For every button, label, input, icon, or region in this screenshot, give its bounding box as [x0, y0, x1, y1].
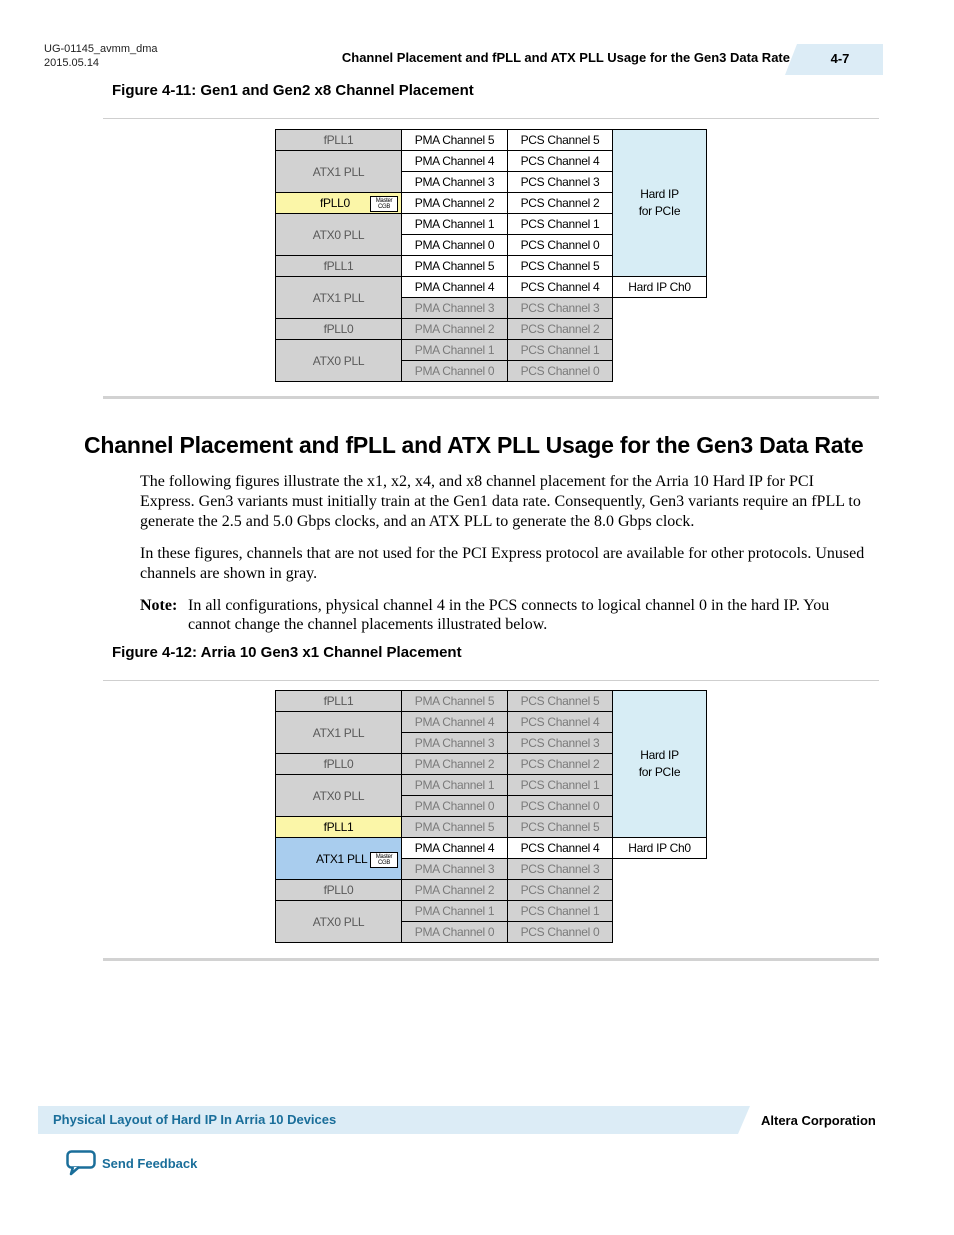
pcs-channel-cell: PCS Channel 3 [507, 297, 613, 319]
figure-top-rule [103, 118, 879, 119]
master-cgb-box [370, 196, 398, 212]
pll-label: fPLL0 [320, 196, 350, 210]
pcs-channel-cell: PCS Channel 4 [507, 276, 613, 298]
pll-cell [275, 900, 402, 943]
pcs-channel-cell: PCS Channel 2 [507, 192, 613, 214]
figure-bottom-rule [103, 958, 879, 961]
master-cgb-label: Master [375, 198, 393, 204]
pll-label: ATX1 PLL [312, 290, 365, 305]
pll-cell [275, 339, 402, 382]
pcs-channel-cell: PCS Channel 3 [507, 732, 613, 754]
pll-cell [275, 753, 402, 775]
pma-channel-cell: PMA Channel 4 [401, 150, 508, 172]
pma-channel-cell: PMA Channel 5 [401, 129, 508, 151]
pll-cell [275, 192, 402, 214]
pcs-channel-cell: PCS Channel 4 [507, 150, 613, 172]
hard-ip-label: for PCIe [638, 204, 681, 218]
pma-channel-cell: PMA Channel 2 [401, 318, 508, 340]
pcs-channel-cell: PCS Channel 3 [507, 171, 613, 193]
pma-channel-cell: PMA Channel 1 [401, 339, 508, 361]
pll-label: fPLL1 [323, 133, 354, 147]
pll-cell [275, 879, 402, 901]
pcs-channel-cell: PCS Channel 5 [507, 690, 613, 712]
pll-cell [275, 690, 402, 712]
hard-ip-ch0-cell: Hard IP Ch0 [612, 837, 707, 859]
document-id [44, 42, 158, 70]
pcs-channel-cell: PCS Channel 2 [507, 879, 613, 901]
figure-4-12-diagram [275, 690, 715, 946]
master-cgb-label: CGB [377, 204, 391, 210]
pma-channel-cell: PMA Channel 3 [401, 171, 508, 193]
pll-label: ATX1 PLL [312, 725, 365, 740]
hard-ip-label: for PCIe [638, 765, 681, 779]
pma-channel-cell: PMA Channel 5 [401, 816, 508, 838]
pll-cell [275, 774, 402, 817]
footer-band [38, 1106, 738, 1134]
master-cgb-box [370, 852, 398, 868]
pma-channel-cell: PMA Channel 3 [401, 732, 508, 754]
pll-cell [275, 150, 402, 193]
pcs-channel-cell: PCS Channel 4 [507, 711, 613, 733]
pll-label: ATX1 PLL [316, 851, 368, 866]
pma-channel-cell: PMA Channel 3 [401, 297, 508, 319]
pma-channel-cell: PMA Channel 4 [401, 711, 508, 733]
send-feedback-link[interactable] [66, 1150, 197, 1176]
unused-channels-paragraph: In these figures, channels that are not used for the PCI Express protocol are available for other protocols. Unused channels are shown in gray. [140, 545, 865, 582]
hard-ip-label: Hard IP [640, 748, 679, 762]
pcs-channel-cell: PCS Channel 2 [507, 318, 613, 340]
pma-channel-cell: PMA Channel 5 [401, 255, 508, 277]
hard-ip-label: Hard IP [640, 187, 679, 201]
pcs-channel-cell: PCS Channel 5 [507, 129, 613, 151]
pll-label: fPLL0 [323, 322, 354, 336]
pma-channel-cell: PMA Channel 3 [401, 858, 508, 880]
pll-cell [275, 318, 402, 340]
pll-label: fPLL0 [323, 757, 354, 771]
pll-label: fPLL1 [323, 694, 354, 708]
pcs-channel-cell: PCS Channel 5 [507, 816, 613, 838]
pma-channel-cell: PMA Channel 0 [401, 795, 508, 817]
pll-cell [275, 276, 402, 319]
pma-channel-cell: PMA Channel 1 [401, 213, 508, 235]
pma-channel-cell: PMA Channel 4 [401, 276, 508, 298]
pma-channel-cell: PMA Channel 2 [401, 879, 508, 901]
pma-channel-cell: PMA Channel 4 [401, 837, 508, 859]
pma-channel-cell: PMA Channel 2 [401, 192, 508, 214]
pcs-channel-cell: PCS Channel 0 [507, 795, 613, 817]
pcs-channel-cell: PCS Channel 0 [507, 360, 613, 382]
master-cgb-label: Master [375, 854, 393, 860]
pll-cell [275, 816, 402, 838]
pcs-channel-cell: PCS Channel 4 [507, 837, 613, 859]
hard-ip-block [612, 690, 707, 838]
pcs-channel-cell: PCS Channel 1 [507, 900, 613, 922]
pll-cell [275, 255, 402, 277]
pll-cell [275, 129, 402, 151]
pll-cell [275, 837, 402, 880]
pcs-channel-cell: PCS Channel 1 [507, 213, 613, 235]
pll-cell [275, 711, 402, 754]
pcs-channel-cell: PCS Channel 5 [507, 255, 613, 277]
hard-ip-block [612, 129, 707, 277]
page-number-tab [797, 44, 883, 75]
pll-label: fPLL0 [323, 883, 354, 897]
figure-4-11-diagram [275, 129, 715, 385]
pcs-channel-cell: PCS Channel 2 [507, 753, 613, 775]
pll-label: ATX0 PLL [312, 227, 365, 242]
doc-date: 2015.05.14 [44, 57, 100, 69]
chapter-link[interactable]: Physical Layout of Hard IP In Arria 10 Devices [53, 1112, 337, 1127]
pll-label: ATX0 PLL [312, 788, 365, 803]
pcs-channel-cell: PCS Channel 0 [507, 234, 613, 256]
pma-channel-cell: PMA Channel 1 [401, 900, 508, 922]
send-feedback-label: Send Feedback [102, 1155, 198, 1171]
note-label: Note: [140, 597, 178, 614]
company-name: Altera Corporation [761, 1113, 876, 1128]
pma-channel-cell: PMA Channel 5 [401, 690, 508, 712]
figure-top-rule [103, 680, 879, 681]
figure-4-11-caption: Figure 4-11: Gen1 and Gen2 x8 Channel Placement [112, 82, 474, 99]
running-title: Channel Placement and fPLL and ATX PLL Usage for the Gen3 Data Rate [341, 50, 790, 65]
pma-channel-cell: PMA Channel 1 [401, 774, 508, 796]
figure-4-12-caption: Figure 4-12: Arria 10 Gen3 x1 Channel Placement [112, 644, 462, 661]
pcs-channel-cell: PCS Channel 1 [507, 774, 613, 796]
figure-bottom-rule [103, 396, 879, 399]
pll-label: fPLL1 [323, 820, 354, 834]
master-cgb-label: CGB [377, 860, 391, 866]
page-number: 4-7 [830, 51, 850, 66]
pll-label: ATX0 PLL [312, 353, 365, 368]
section-heading: Channel Placement and fPLL and ATX PLL Usage for the Gen3 Data Rate [84, 432, 864, 458]
pcs-channel-cell: PCS Channel 3 [507, 858, 613, 880]
pcs-channel-cell: PCS Channel 0 [507, 921, 613, 943]
pma-channel-cell: PMA Channel 0 [401, 360, 508, 382]
intro-paragraph: The following figures illustrate the x1, x2, x4, and x8 channel placement for the Arria 10 Hard IP for PCI Express. Gen3 variants must initially train at the Gen1 data rate. Consequently, Gen3 variants require an fPLL to generate the 2.5 and 5.0 Gbps clocks, and an ATX PLL to generate the 8.0 Gbps clock. [140, 473, 861, 530]
hard-ip-ch0-cell: Hard IP Ch0 [612, 276, 707, 298]
pma-channel-cell: PMA Channel 2 [401, 753, 508, 775]
pll-label: ATX0 PLL [312, 914, 365, 929]
pll-label: ATX1 PLL [312, 164, 365, 179]
doc-id-text: UG-01145_avmm_dma [44, 43, 158, 55]
pll-cell [275, 213, 402, 256]
pma-channel-cell: PMA Channel 0 [401, 921, 508, 943]
pma-channel-cell: PMA Channel 0 [401, 234, 508, 256]
speech-bubble-icon [66, 1150, 96, 1176]
pll-label: fPLL1 [323, 259, 354, 273]
note-text: In all configurations, physical channel 4 in the PCS connects to logical channel 0 in the hard IP. You cannot change the channel placements illustrated below. [188, 597, 830, 633]
pcs-channel-cell: PCS Channel 1 [507, 339, 613, 361]
